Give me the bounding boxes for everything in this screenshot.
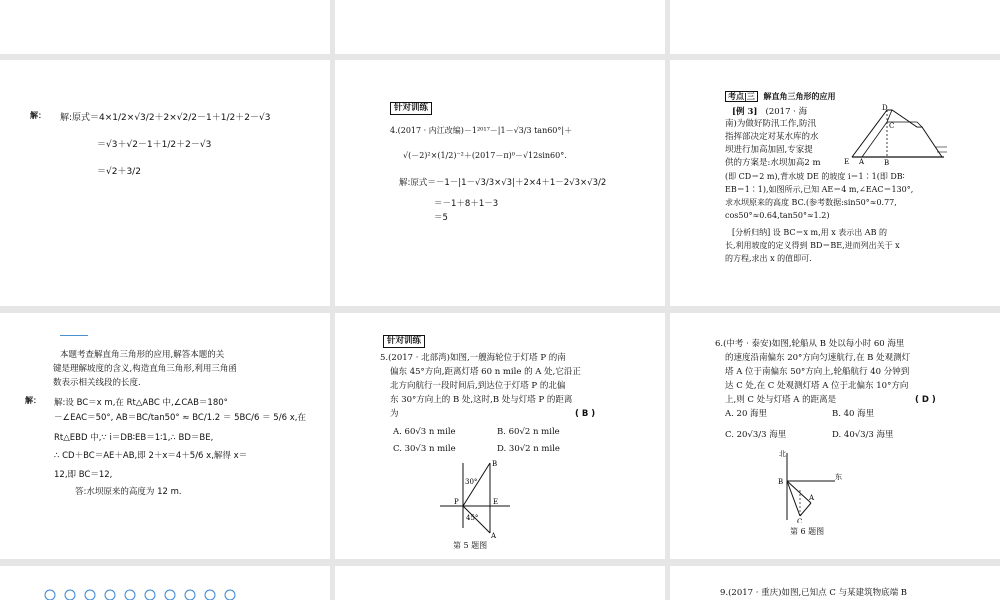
problem-9-line-1: 9.(2017 · 重庆)如图,已知点 C 与某建筑物底端 B <box>720 588 908 598</box>
decorative-banner <box>40 588 290 600</box>
slide-2 <box>335 0 665 54</box>
fig-label-c: C <box>797 518 803 523</box>
analysis-line-2: 长,利用坡度的定义得到 BD＝BE,进而列出关于 x <box>725 241 900 250</box>
analysis-line-3: 的方程,求出 x 的值即可. <box>725 254 812 263</box>
hint-line-2: 键是理解坡度的含义,构造直角三角形,利用三角函 <box>53 364 237 374</box>
fig-label-a: A <box>491 532 497 538</box>
solution-line-1: 解:原式＝－1－|1－√3/3×√3|＋2×4＋1－2√3×√3/2 <box>399 178 607 188</box>
hint-line-1: 本题考查解直角三角形的应用,解答本题的关 <box>60 350 225 360</box>
problem-6-line-1: 6.(中考 · 泰安)如图,轮船从 B 处以每小时 60 海里 <box>715 339 905 349</box>
fig-label-angle-45: 45° <box>466 514 479 522</box>
answer-label: 解： <box>25 396 41 405</box>
fig-label-east: 东 <box>835 473 842 481</box>
option-c: C. 20√3/3 海里 <box>725 430 787 440</box>
problem-6-line-2: 的速度沿南偏东 20°方向匀速航行,在 B 处观测灯 <box>725 353 911 363</box>
analysis-line-1: [分析归纳] 设 BC＝x m,用 x 表示出 AB 的 <box>732 228 887 237</box>
option-a: A. 60√3 n mile <box>393 427 456 437</box>
practice-tag: 针对训练 <box>383 335 425 348</box>
example-line-8: cos50°≈0.64,tan50°≈1.2) <box>725 211 830 220</box>
figure-caption: 第 6 题图 <box>790 527 825 536</box>
example-line-4: 供的方案是:水坝加高2 m <box>725 158 821 168</box>
fig-label-p: P <box>454 498 459 506</box>
problem-5-line-3: 北方向航行一段时间后,到达位于灯塔 P 的北偏 <box>390 381 566 391</box>
fig-label-e: E <box>493 498 499 506</box>
hint-underline <box>60 335 88 336</box>
option-b: B. 40 海里 <box>832 409 875 419</box>
answer-choice: ( B ) <box>575 409 596 419</box>
problem-4-line-2: √(－2)²×(1/2)⁻²＋(2017－π)⁰－√12sin60°. <box>403 151 567 160</box>
option-c: C. 30√3 n mile <box>393 444 456 454</box>
solution-line-2: ＝－1＋8＋1－3 <box>434 199 499 209</box>
practice-tag: 针对训练 <box>390 102 432 115</box>
fig-label-a: A <box>809 494 815 502</box>
dam-figure <box>842 102 957 167</box>
solution-line-3: ＝5 <box>434 213 448 223</box>
topic-number: 三 <box>746 92 755 101</box>
fig-label-angle-30: 30° <box>465 478 478 486</box>
example-source: (2017 · 海 <box>765 107 808 117</box>
example-line-5: (即 CD＝2 m),背水坡 DE 的坡度 i＝1∶1(即 DB∶ <box>725 172 905 181</box>
option-d: D. 30√2 n mile <box>497 444 560 454</box>
topic-title: 解直角三角形的应用 <box>763 92 836 101</box>
problem-5-line-5: 为 <box>390 409 399 419</box>
fig-label-north: 北 <box>779 450 786 458</box>
slide-8 <box>335 313 665 559</box>
ship-figure <box>775 448 865 523</box>
problem-6-line-3: 塔 A 位于南偏东 50°方向上,轮船航行 40 分钟到 <box>725 367 910 377</box>
solution-line-3: Rt△EBD 中,∵ i＝DB∶EB＝1∶1,∴ BD＝BE, <box>54 433 214 443</box>
slide-11 <box>335 566 665 600</box>
solution-line-6: 答:水坝原来的高度为 12 m. <box>75 487 182 497</box>
example-line-3: 坝进行加高加固,专家提 <box>725 145 813 155</box>
slide-12 <box>670 566 1000 600</box>
problem-4-line-1: 4.(2017 · 内江改编)－1²⁰¹⁷－|1－√3/3 tan60°|＋ <box>390 126 573 135</box>
solution-line-4: ∴ CD＋BC＝AE＋AB,即 2＋x＝4＋5/6 x,解得 x＝ <box>54 451 248 461</box>
fig-label-e: E <box>844 158 850 166</box>
problem-6-line-5: 上,则 C 处与灯塔 A 的距离是 <box>725 395 837 405</box>
problem-6-line-4: 达 C 处,在 C 处观测灯塔 A 位于北偏东 10°方向 <box>725 381 909 391</box>
fig-label-a: A <box>859 158 865 166</box>
problem-5-line-1: 5.(2017 · 北部湾)如图,一艘海轮位于灯塔 P 的南 <box>380 353 566 363</box>
example-line-1: 南)为做好防汛工作,防汛 <box>725 119 817 129</box>
slide-5 <box>335 60 665 306</box>
slide-3 <box>670 0 1000 54</box>
option-d: D. 40√3/3 海里 <box>832 430 894 440</box>
hint-line-3: 数表示相关线段的长度. <box>53 378 141 388</box>
solution-line-1: 解:设 BC＝x m,在 Rt△ABC 中,∠CAB＝180° <box>54 398 228 408</box>
slide-7 <box>0 313 330 559</box>
solution-line-2: ＝√3＋√2－1＋1/2＋2－√3 <box>97 140 212 150</box>
example-line-6: EB＝1∶1),如图所示,已知 AE＝4 m,∠EAC＝130°, <box>725 185 914 194</box>
fig-label-b: B <box>778 478 784 486</box>
slide-9 <box>670 313 1000 559</box>
solution-line-1: 解:原式＝4×1/2×√3/2＋2×√2/2－1＋1/2＋2－√3 <box>60 113 271 123</box>
answer-choice: ( D ) <box>915 395 936 405</box>
fig-label-b: B <box>492 460 498 468</box>
example-number: [例 3] <box>732 107 758 117</box>
topic-label: 考点 <box>728 92 744 101</box>
solution-line-2: －∠EAC＝50°, AB＝BC/tan50° ≈ BC/1.2 ＝ 5BC/6 ＝ 5/6 x,在 <box>54 413 306 423</box>
topic-heading: 考点|三 解直角三角形的应用 <box>725 91 836 102</box>
slide-6 <box>670 60 1000 306</box>
example-line-7: 求水坝原来的高度 BC.(参考数据:sin50°≈0.77, <box>725 198 897 207</box>
problem-5-line-4: 东 30°方向上的 B 处,这时,B 处与灯塔 P 的距离 <box>390 395 573 405</box>
slide-10 <box>0 566 330 600</box>
answer-label: 解： <box>30 111 46 120</box>
figure-caption: 第 5 题图 <box>453 541 488 550</box>
fig-label-d: D <box>882 104 888 112</box>
solution-line-3: ＝√2＋3/2 <box>97 167 141 177</box>
slide-4 <box>0 60 330 306</box>
fig-label-c: C <box>889 122 895 130</box>
option-a: A. 20 海里 <box>725 409 768 419</box>
example-label <box>732 107 807 118</box>
slide-1 <box>0 0 330 54</box>
option-b: B. 60√2 n mile <box>497 427 560 437</box>
solution-line-5: 12,即 BC＝12, <box>54 470 113 480</box>
lighthouse-figure <box>435 458 525 538</box>
example-line-2: 指挥部决定对某水库的水 <box>725 132 819 142</box>
fig-label-b: B <box>884 159 890 167</box>
problem-5-line-2: 偏东 45°方向,距离灯塔 60 n mile 的 A 处,它沿正 <box>390 367 581 377</box>
